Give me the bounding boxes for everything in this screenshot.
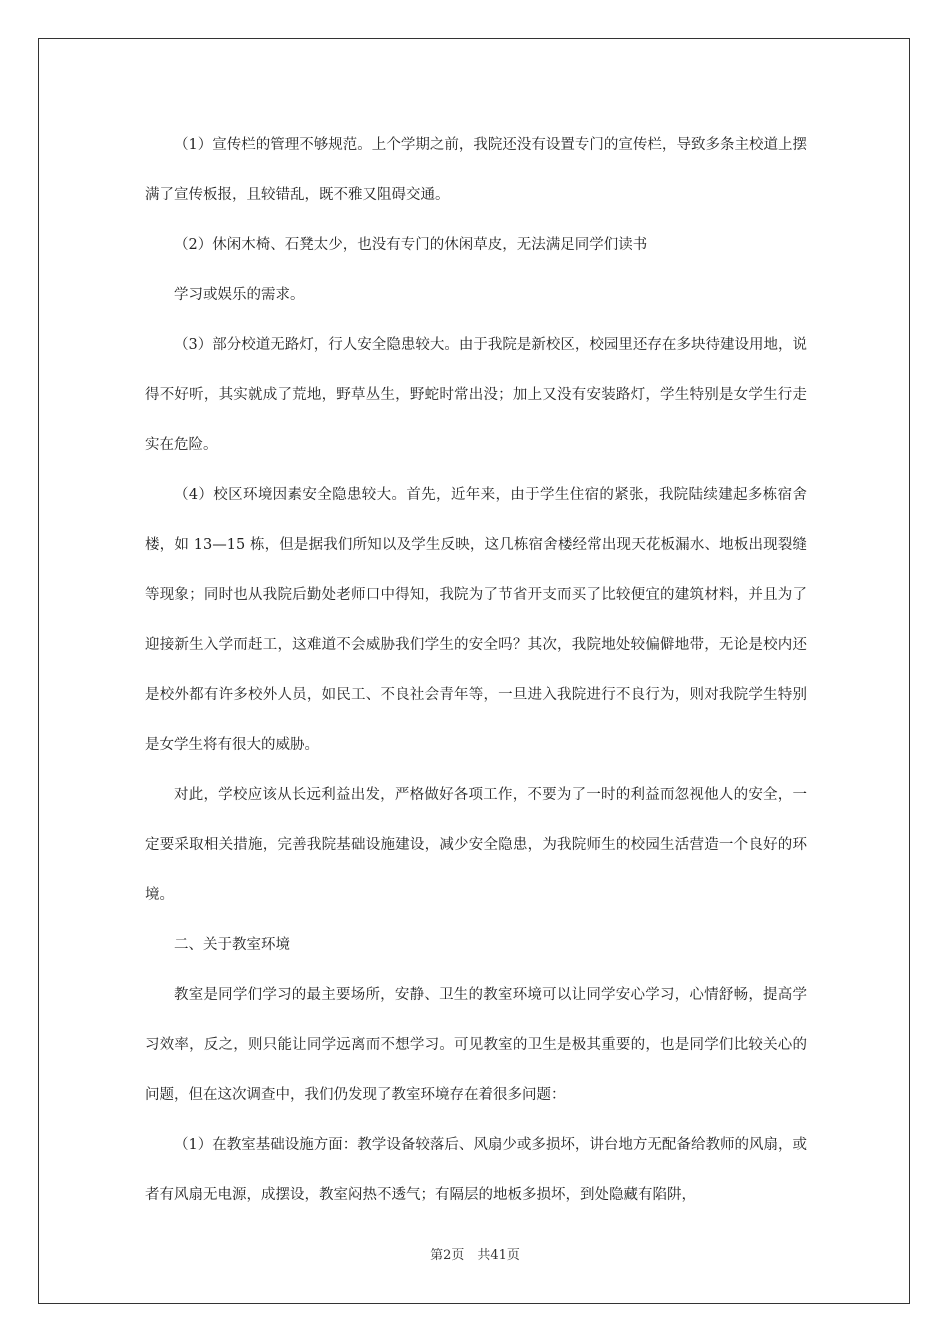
page-number: 第2页 共41页 [430, 1248, 520, 1263]
paragraph-5: （4）校区环境因素安全隐患较大。首先，近年来，由于学生住宿的紧张，我院陆续建起多栋宿舍楼，如 13—15 栋，但是据我们所知以及学生反映，这几栋宿舍楼经常出现天花板漏水、地板出现裂缝等现象；同时也从我院后勤处老师口中得知，我院为了节省开支而买了比较便宜的建筑材料，并且为了迎接新生入学而赶工，这难道不会威胁我们学生的安全吗？其次，我院地处较偏僻地带，无论是校内还是校外都有许多校外人员，如民工、不良社会青年等，一旦进入我院进行不良行为，则对我院学生特别是女学生将有很大的威胁。 [145, 487, 807, 753]
paragraph-7: 教室是同学们学习的最主要场所，安静、卫生的教室环境可以让同学安心学习，心情舒畅，提高学习效率，反之，则只能让同学远离而不想学习。可见教室的卫生是极其重要的，也是同学们比较关心的问题，但在这次调查中，我们仍发现了教室环境存在着很多问题： [145, 987, 807, 1103]
paragraph-3: 学习或娱乐的需求。 [174, 287, 305, 303]
paragraph-6: 对此，学校应该从长远利益出发，严格做好各项工作，不要为了一时的利益而忽视他人的安全，一定要采取相关措施，完善我院基础设施建设，减少安全隐患，为我院师生的校园生活营造一个良好的环境。 [145, 787, 807, 903]
paragraph-8: （1）在教室基础设施方面：教学设备较落后、风扇少或多损坏，讲台地方无配备给教师的风扇，或者有风扇无电源，成摆设，教室闷热不透气；有隔层的地板多损坏，到处隐藏有陷阱， [145, 1137, 807, 1203]
paragraph-4: （3）部分校道无路灯，行人安全隐患较大。由于我院是新校区，校园里还存在多块待建设用地，说得不好听，其实就成了荒地，野草丛生，野蛇时常出没；加上又没有安装路灯，学生特别是女学生行走实在危险。 [145, 337, 807, 453]
section-heading: 二、关于教室环境 [174, 937, 290, 953]
document-body [145, 120, 807, 1220]
paragraph-1: （1）宣传栏的管理不够规范。上个学期之前，我院还没有设置专门的宣传栏，导致多条主校道上摆满了宣传板报，且较错乱，既不雅又阻碍交通。 [145, 137, 807, 203]
paragraph-2: （2）休闲木椅、石凳太少，也没有专门的休闲草皮，无法满足同学们读书 [174, 237, 648, 253]
